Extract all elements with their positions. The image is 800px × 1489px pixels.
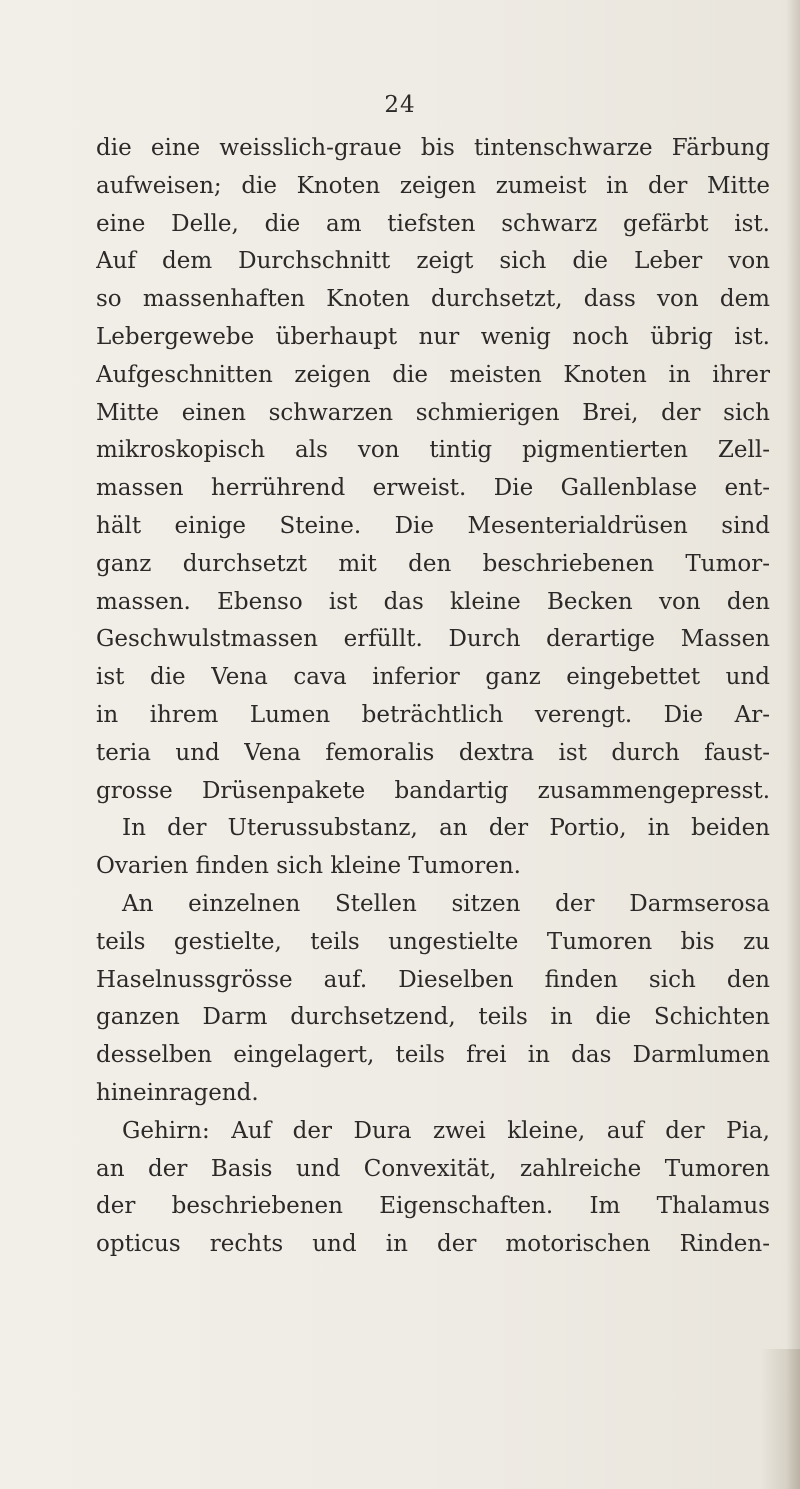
text-line: Lebergewebe überhaupt nur wenig noch übrig ist.: [96, 323, 770, 350]
text-line: teils gestielte, teils ungestielte Tumoren bis zu: [96, 928, 770, 955]
text-line: desselben eingelagert, teils frei in das Darmlumen: [96, 1042, 770, 1069]
text-line: ganz durchsetzt mit den beschriebenen Tumor-: [96, 550, 770, 577]
text-line: teria und Vena femoralis dextra ist durch faust-: [96, 739, 770, 766]
text-line: hält einige Steine. Die Mesenterialdrüsen sind: [96, 512, 770, 539]
page-corner-stain: [760, 1349, 800, 1489]
text-line: massen herrührend erweist. Die Gallenblase ent-: [96, 475, 770, 502]
body-text: [96, 130, 770, 1264]
text-line: so massenhaften Knoten durchsetzt, dass von dem: [96, 286, 770, 313]
text-line: In der Uterussubstanz, an der Portio, in beiden: [122, 815, 770, 842]
text-line: aufweisen; die Knoten zeigen zumeist in der Mitte: [96, 172, 770, 199]
text-line: ganzen Darm durchsetzend, teils in die Schichten: [96, 1004, 770, 1031]
text-line: hineinragend.: [96, 1079, 259, 1106]
text-line: Ovarien finden sich kleine Tumoren.: [96, 853, 521, 880]
text-line: massen. Ebenso ist das kleine Becken von den: [96, 588, 770, 615]
text-line: der beschriebenen Eigenschaften. Im Thalamus: [96, 1193, 770, 1220]
text-line: grosse Drüsenpakete bandartig zusammengepresst.: [96, 777, 770, 804]
text-line: Geschwulstmassen erfüllt. Durch derartige Massen: [96, 626, 770, 653]
text-line: Aufgeschnitten zeigen die meisten Knoten in ihrer: [96, 361, 770, 388]
text-line: Haselnussgrösse auf. Dieselben finden sich den: [96, 966, 770, 993]
text-line: An einzelnen Stellen sitzen der Darmserosa: [122, 890, 770, 917]
page-edge-shadow: [786, 0, 800, 1489]
page-number: 24: [384, 92, 416, 118]
text-line: Gehirn: Auf der Dura zwei kleine, auf der Pia,: [122, 1117, 770, 1144]
text-line: an der Basis und Convexität, zahlreiche Tumoren: [96, 1155, 770, 1182]
text-line: Auf dem Durchschnitt zeigt sich die Leber von: [96, 248, 770, 275]
text-line: opticus rechts und in der motorischen Rinden-: [96, 1231, 770, 1258]
text-line: ist die Vena cava inferior ganz eingebettet und: [96, 664, 770, 691]
text-line: die eine weisslich-graue bis tintenschwarze Färbung: [96, 135, 770, 161]
text-line: eine Delle, die am tiefsten schwarz gefärbt ist.: [96, 210, 770, 237]
text-line: Mitte einen schwarzen schmierigen Brei, der sich: [96, 399, 770, 426]
text-line: in ihrem Lumen beträchtlich verengt. Die Ar-: [96, 701, 770, 728]
text-line: mikroskopisch als von tintig pigmentierten Zell-: [96, 437, 770, 464]
